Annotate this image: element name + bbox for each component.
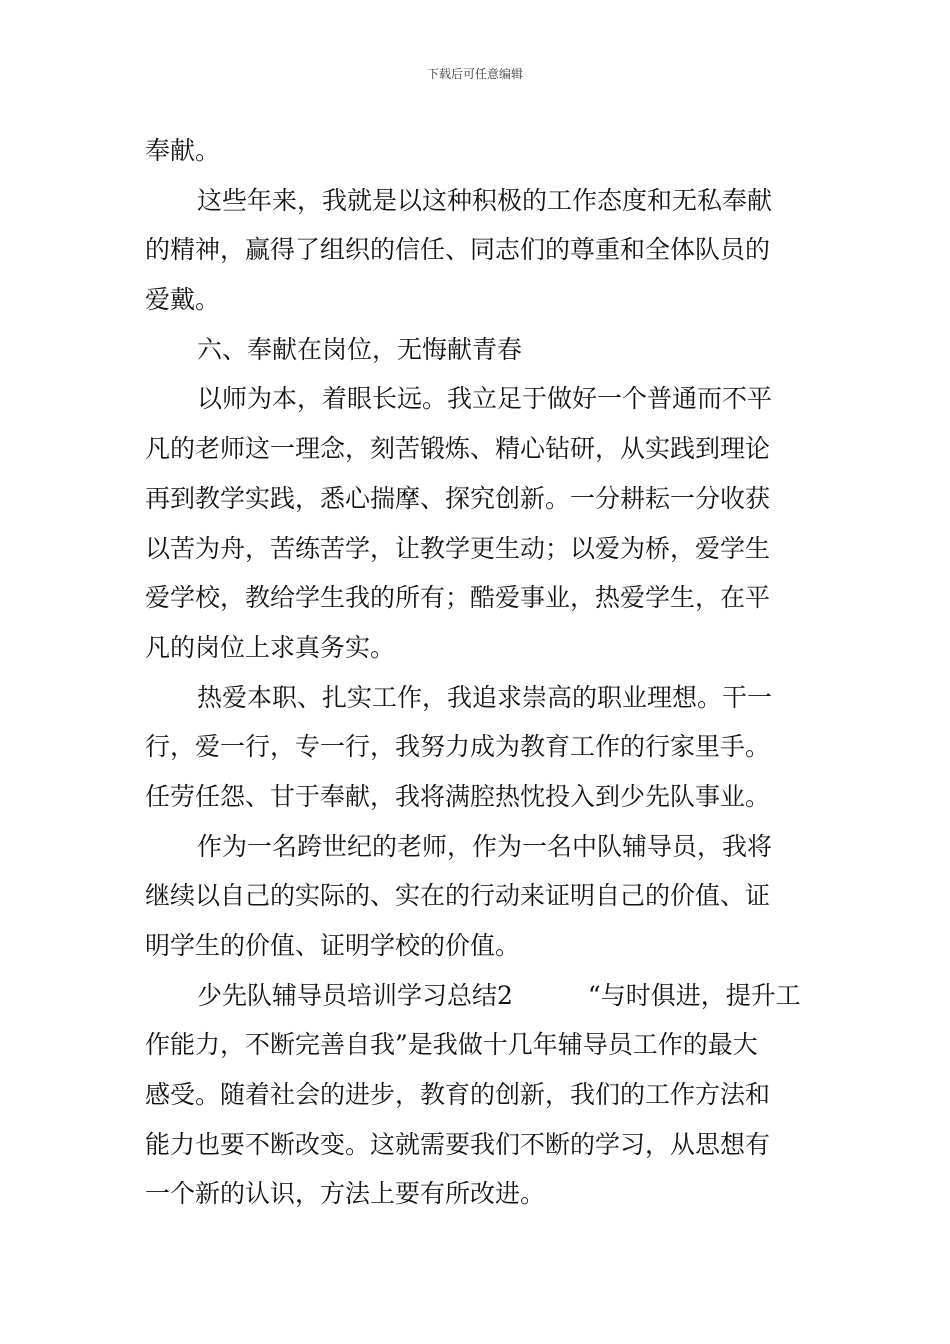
section-heading: 六、奉献在岗位，无悔献青春 (197, 334, 523, 364)
text-line: 继续以自己的实际的、实在的行动来证明自己的价值、证 (145, 881, 771, 911)
text-line: 以师为本，着眼长远。我立足于做好一个普通而不平 (197, 384, 773, 414)
text-line: 作为一名跨世纪的老师，作为一名中队辅导员，我将 (197, 831, 773, 861)
text-line: 一个新的认识，方法上要有所改进。 (145, 1179, 546, 1209)
text-line: 感受。随着社会的进步，教育的创新，我们的工作方法和 (145, 1080, 771, 1110)
text-line: 爱戴。 (145, 285, 221, 315)
document-body (145, 126, 810, 1219)
text-line: 奉献。 (145, 136, 221, 165)
text-line: 少先队辅导员培训学习总结2 “与时俱进，提升工 (197, 980, 801, 1010)
page-header: 下载后可任意编辑 (426, 67, 523, 81)
text-line: 凡的老师这一理念，刻苦锻炼、精心钻研，从实践到理论 (145, 434, 771, 464)
text-line: 以苦为舟，苦练苦学，让教学更生动；以爱为桥，爱学生 (145, 533, 771, 563)
text-line: 凡的岗位上求真务实。 (145, 632, 396, 662)
text-line: 能力也要不断改变。这就需要我们不断的学习，从思想有 (145, 1129, 771, 1159)
text-line: 的精神，赢得了组织的信任、同志们的尊重和全体队员的 (145, 235, 771, 265)
text-line: 任劳任怨、甘于奉献，我将满腔热忱投入到少先队事业。 (145, 781, 771, 811)
text-line: 作能力，不断完善自我”是我做十几年辅导员工作的最大 (145, 1030, 758, 1060)
text-line: 明学生的价值、证明学校的价值。 (145, 931, 521, 960)
text-line: 行，爱一行，专一行，我努力成为教育工作的行家里手。 (145, 732, 771, 762)
text-line: 这些年来，我就是以这种积极的工作态度和无私奉献 (197, 185, 773, 215)
text-line: 爱学校，教给学生我的所有；酷爱事业，热爱学生，在平 (145, 583, 771, 613)
text-line: 热爱本职、扎实工作，我追求崇高的职业理想。干一 (197, 682, 773, 712)
text-line: 再到教学实践，悉心揣摩、探究创新。一分耕耘一分收获 (145, 483, 771, 513)
